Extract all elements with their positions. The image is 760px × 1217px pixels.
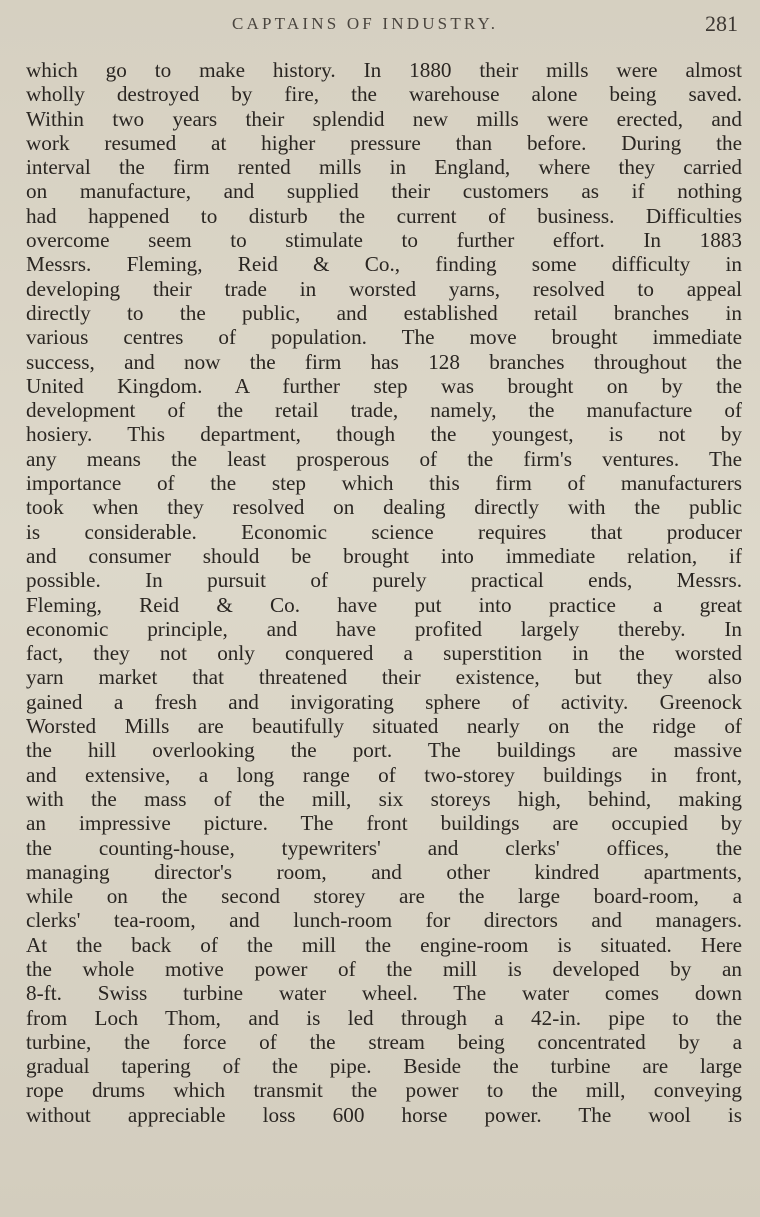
text-line: rope drums which transmit the power to the mill, conveying bbox=[26, 1078, 742, 1103]
text-line: possible. In pursuit of purely practical ends, Messrs. bbox=[26, 568, 742, 593]
text-line: managing director's room, and other kindred apartments, bbox=[26, 859, 742, 884]
text-line: and extensive, a long range of two-storey buildings in front, bbox=[26, 762, 742, 787]
text-line: wholly destroyed by fire, the warehouse alone being saved. bbox=[26, 82, 742, 107]
text-line: directly to the public, and established retail branches in bbox=[26, 300, 742, 325]
text-line: any means the least prosperous of the firm's ventures. The bbox=[26, 446, 742, 471]
body-text bbox=[26, 58, 742, 1127]
text-line: hosiery. This department, though the youngest, is not by bbox=[26, 422, 742, 447]
text-line: fact, they not only conquered a superstition in the worsted bbox=[26, 641, 742, 666]
text-line: on manufacture, and supplied their customers as if nothing bbox=[26, 179, 742, 204]
text-line: importance of the step which this firm of manufacturers bbox=[26, 471, 742, 496]
text-line: At the back of the mill the engine-room is situated. Here bbox=[26, 932, 742, 957]
page-number: 281 bbox=[705, 11, 738, 36]
text-line: Worsted Mills are beautifully situated nearly on the ridge of bbox=[26, 714, 742, 739]
text-line: gradual tapering of the pipe. Beside the turbine are large bbox=[26, 1054, 742, 1079]
text-line: various centres of population. The move brought immediate bbox=[26, 325, 742, 350]
text-line: gained a fresh and invigorating sphere of activity. Greenock bbox=[26, 689, 742, 714]
text-line: turbine, the force of the stream being concentrated by a bbox=[26, 1029, 742, 1054]
text-line: is considerable. Economic science requires that producer bbox=[26, 519, 742, 544]
running-head bbox=[0, 11, 760, 44]
text-line: the counting-house, typewriters' and clerks' offices, the bbox=[26, 835, 742, 860]
text-line: interval the firm rented mills in England, where they carried bbox=[26, 155, 742, 180]
text-line: took when they resolved on dealing directly with the public bbox=[26, 495, 742, 520]
text-line: overcome seem to stimulate to further effort. In 1883 bbox=[26, 228, 742, 253]
text-line: development of the retail trade, namely, the manufacture of bbox=[26, 398, 742, 423]
text-line: the whole motive power of the mill is developed by an bbox=[26, 956, 742, 981]
text-line: clerks' tea-room, and lunch-room for directors and managers. bbox=[26, 908, 742, 933]
text-line: without appreciable loss 600 horse power. The wool is bbox=[26, 1102, 742, 1127]
text-line: 8-ft. Swiss turbine water wheel. The water comes down bbox=[26, 981, 742, 1006]
text-line: work resumed at higher pressure than before. During the bbox=[26, 130, 742, 155]
text-line: had happened to disturb the current of business. Difficulties bbox=[26, 203, 742, 228]
running-title: CAPTAINS OF INDUSTRY. bbox=[232, 14, 499, 33]
text-line: yarn market that threatened their existence, but they also bbox=[26, 665, 742, 690]
text-line: United Kingdom. A further step was brought on by the bbox=[26, 373, 742, 398]
text-line: Messrs. Fleming, Reid & Co., finding some difficulty in bbox=[26, 252, 742, 277]
text-line: which go to make history. In 1880 their mills were almost bbox=[26, 58, 742, 82]
text-line: an impressive picture. The front buildings are occupied by bbox=[26, 811, 742, 836]
text-line: success, and now the firm has 128 branches throughout the bbox=[26, 349, 742, 374]
text-line: from Loch Thom, and is led through a 42-in. pipe to the bbox=[26, 1005, 742, 1030]
text-line: while on the second storey are the large board-room, a bbox=[26, 884, 742, 909]
text-line: Within two years their splendid new mills were erected, and bbox=[26, 106, 742, 131]
text-line: Fleming, Reid & Co. have put into practice a great bbox=[26, 592, 742, 617]
text-line: with the mass of the mill, six storeys high, behind, making bbox=[26, 786, 742, 811]
text-line: developing their trade in worsted yarns, resolved to appeal bbox=[26, 276, 742, 301]
text-line: economic principle, and have profited largely thereby. In bbox=[26, 616, 742, 641]
text-line: the hill overlooking the port. The buildings are massive bbox=[26, 738, 742, 763]
text-line: and consumer should be brought into immediate relation, if bbox=[26, 543, 742, 568]
